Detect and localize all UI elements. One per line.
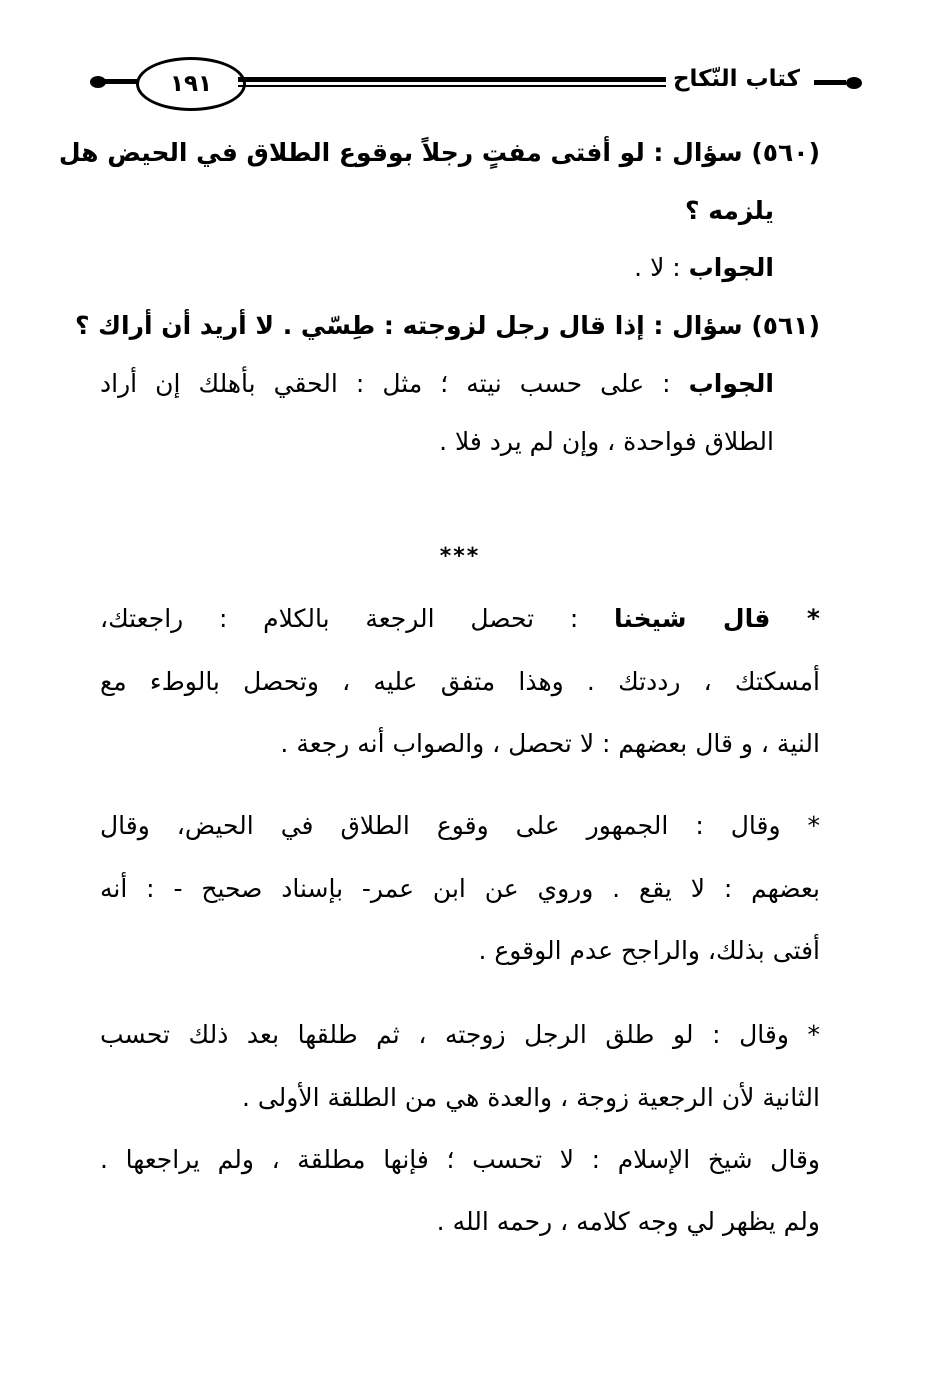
para1-line1-text: : تحصل الرجعة بالكلام : راجعتك،	[100, 604, 579, 633]
para2-line3: أفتى بذلك، والراجح عدم الوقوع .	[478, 936, 820, 965]
para3-line4: ولم يظهر لي وجه كلامه ، رحمه الله .	[436, 1207, 820, 1236]
answer-561-line2: الطلاق فواحدة ، وإن لم يرد فلا .	[439, 427, 774, 456]
para1-line1	[100, 604, 820, 634]
answer-text: : على حسب نيته ؛ مثل : الحقي بأهلك إن أراد	[100, 369, 671, 398]
question-560-line1: (٥٦٠) سؤال : لو أفتى مفتٍ رجلاً بوقوع الطلاق في الحيض هل	[58, 138, 820, 167]
section-separator: ***	[439, 544, 481, 569]
answer-text: : لا .	[634, 253, 681, 282]
para2-line1: * وقال : الجمهور على وقوع الطلاق في الحيض، وقال	[100, 811, 820, 840]
header-rule-left	[100, 79, 140, 84]
running-title: كتاب النّكاح	[672, 66, 800, 92]
page-number-oval	[136, 57, 246, 111]
para3-line2: الثانية لأن الرجعية زوجة ، والعدة هي من الطلقة الأولى .	[241, 1083, 820, 1112]
para3-line1: * وقال : لو طلق الرجل زوجته ، ثم طلقها بعد ذلك تحسب	[100, 1020, 820, 1049]
header-rule-center-thin	[238, 85, 666, 87]
para1-line3: النية ، و قال بعضهم : لا تحصل ، والصواب أنه رجعة .	[280, 729, 820, 758]
para1-lead: * قال شيخنا	[614, 604, 820, 633]
answer-560	[100, 253, 774, 283]
para2-line2: بعضهم : لا يقع . وروي عن ابن عمر- بإسناد صحيح - : أنه	[100, 874, 820, 903]
para3-line3: وقال شيخ الإسلام : لا تحسب ؛ فإنها مطلقة ، ولم يراجعها .	[100, 1145, 820, 1174]
question-561-line1: (٥٦١) سؤال : إذا قال رجل لزوجته : طِسّي . لا أريد أن أراك ؟	[74, 311, 820, 340]
header-rule-right	[814, 80, 846, 85]
answer-561-line1	[100, 369, 774, 399]
page-number: ١٩١	[169, 71, 213, 97]
header-ornament-right	[846, 77, 862, 89]
answer-label: الجواب	[688, 253, 774, 282]
header-rule-center	[238, 77, 666, 82]
answer-label: الجواب	[688, 369, 774, 398]
para1-line2: أمسكتك ، رددتك . وهذا متفق عليه ، وتحصل بالوطء مع	[100, 667, 820, 696]
question-560-line2: يلزمه ؟	[685, 196, 774, 225]
